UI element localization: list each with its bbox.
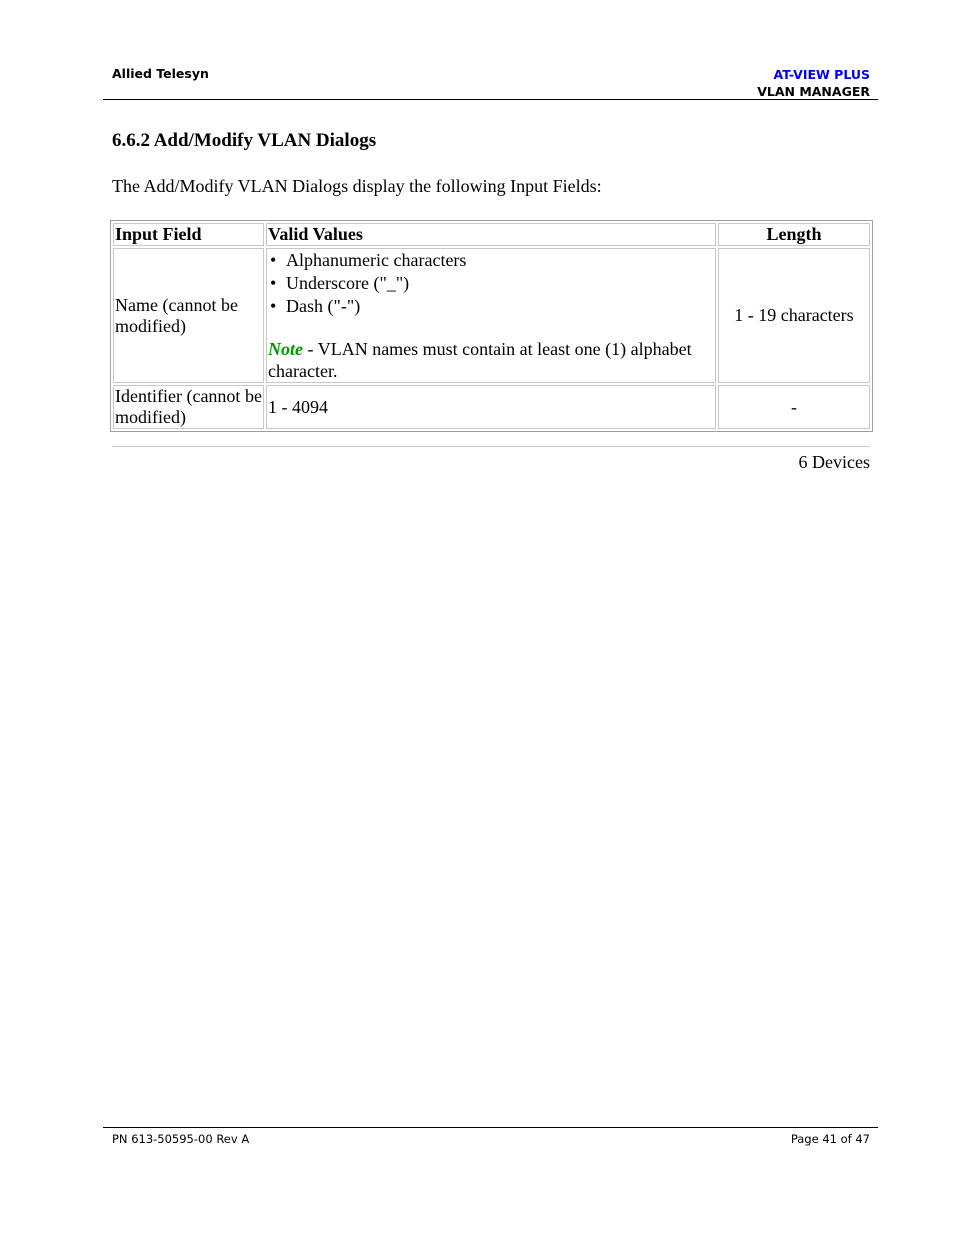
product-name: AT-VIEW PLUS [773, 67, 870, 82]
cell-valid-values [266, 248, 716, 383]
valid-values-list [268, 249, 714, 318]
cell-field-identifier: Identifier (cannot be modified) [113, 385, 264, 429]
list-item: • Dash ("-") [268, 295, 714, 318]
devices-link[interactable]: 6 Devices [798, 452, 870, 472]
table-row [113, 385, 870, 429]
intro-text: The Add/Modify VLAN Dialogs display the following Input Fields: [112, 176, 602, 196]
list-item: • Alphanumeric characters [268, 249, 714, 272]
part-number: PN 613-50595-00 Rev A [112, 1132, 250, 1146]
footer-divider [103, 1127, 878, 1128]
cell-length: - [718, 385, 870, 429]
list-item: • Underscore ("_") [268, 272, 714, 295]
input-fields-table [110, 220, 873, 432]
page-number: Page 41 of 47 [790, 1132, 870, 1146]
cell-field-name: Name (cannot be modified) [113, 248, 264, 383]
table-row [113, 248, 870, 383]
header-length: Length [718, 223, 870, 246]
section-title: 6.6.2 Add/Modify VLAN Dialogs [112, 130, 377, 151]
cell-valid-values: 1 - 4094 [266, 385, 716, 429]
note-paragraph [268, 338, 714, 382]
cell-length: 1 - 19 characters [718, 248, 870, 383]
table-header-row [113, 223, 870, 246]
header-input-field: Input Field [113, 223, 264, 246]
header-divider [103, 99, 878, 100]
company-name: Allied Telesyn [112, 66, 209, 81]
note-label: Note [268, 339, 304, 359]
module-name: VLAN MANAGER [757, 84, 870, 99]
note-text: - VLAN names must contain at least one (1) alphabet character. [268, 339, 692, 381]
header-product-block [757, 66, 870, 100]
section-divider [112, 446, 870, 447]
header-valid-values: Valid Values [266, 223, 716, 246]
